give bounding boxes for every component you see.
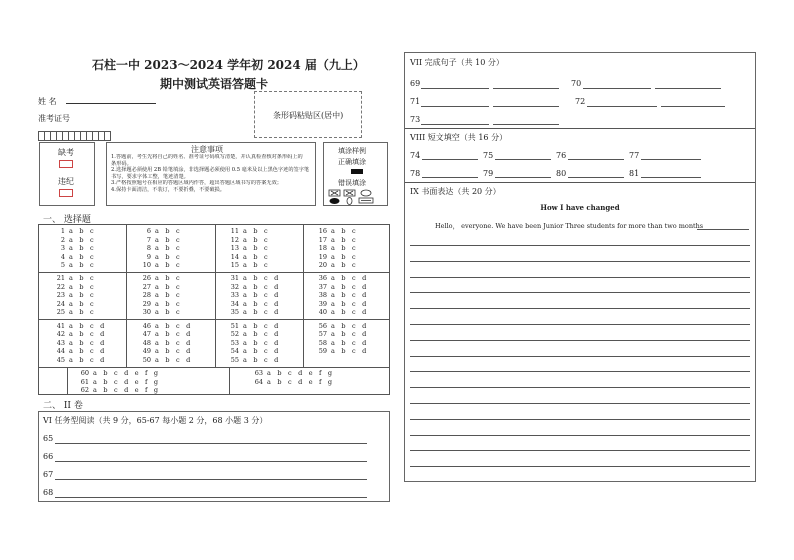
choice-row[interactable] — [223, 339, 280, 347]
question-number: 5 — [60, 261, 65, 270]
choice-row[interactable] — [73, 369, 160, 377]
choice-row[interactable] — [49, 291, 96, 299]
essay-line-first[interactable] — [697, 229, 749, 230]
question-number: 26 — [142, 274, 151, 282]
notes-title: 注意事项 — [191, 145, 223, 154]
item-number: 76 — [556, 151, 567, 160]
right-panel — [404, 52, 756, 482]
absence-box — [39, 142, 95, 206]
absent-label: 缺考 — [58, 148, 74, 157]
option-letters[interactable]: a b c d — [69, 355, 107, 364]
correct-fill-mark — [351, 169, 363, 174]
question-number: 56 — [318, 321, 327, 330]
choice-row[interactable] — [311, 322, 368, 330]
question-number: 60 — [80, 369, 89, 377]
section2-label: 二、 II 卷 — [43, 401, 83, 411]
item-number: 68 — [43, 488, 54, 497]
choice-row[interactable] — [311, 300, 368, 308]
vi-box — [38, 411, 390, 502]
answer-line-81[interactable] — [641, 177, 701, 178]
answer-line-80[interactable] — [568, 177, 624, 178]
item-number: 77 — [629, 151, 640, 160]
question-number: 31 — [230, 274, 239, 282]
essay-line[interactable] — [410, 245, 750, 246]
question-number: 18 — [318, 244, 327, 253]
question-number: 62 — [80, 386, 89, 395]
exam-id-grid[interactable] — [38, 126, 128, 138]
choice-row[interactable] — [223, 330, 280, 338]
question-number: 14 — [230, 252, 239, 261]
option-letters[interactable]: a b c — [331, 261, 358, 270]
option-letters[interactable]: a b c — [69, 252, 96, 261]
choice-row[interactable] — [311, 244, 358, 252]
option-letters[interactable]: a b c d — [243, 291, 281, 300]
item-number: 65 — [43, 434, 54, 443]
option-letters[interactable]: a b c d — [331, 299, 369, 308]
question-number: 15 — [230, 261, 239, 270]
option-letters[interactable]: a b c d — [243, 330, 281, 339]
option-letters[interactable]: a b c d — [243, 308, 281, 317]
notes-line: 2.选择题必须使用 2B 铅笔填涂，非选择题必须使用 0.5 毫米及以上黑色字迹的签字笔书写，要求字体工整，笔迹清楚。 — [111, 167, 310, 180]
essay-line[interactable] — [410, 419, 750, 420]
option-letters[interactable]: a b c d — [69, 347, 107, 356]
wrong-fill-icons — [328, 189, 386, 205]
option-letters[interactable]: a b c d — [331, 308, 369, 317]
answer-line-70a[interactable] — [583, 88, 651, 89]
question-number: 13 — [230, 244, 239, 253]
exam-title: 石柱一中 2023～2024 学年初 2024 届（九上） — [92, 58, 365, 72]
choice-row[interactable] — [311, 261, 358, 269]
question-number: 7 — [146, 235, 151, 244]
wrong-fill-label: 错误填涂 — [338, 179, 366, 187]
essay-line[interactable] — [410, 356, 750, 357]
question-number: 47 — [142, 330, 151, 339]
question-number: 35 — [230, 308, 239, 317]
option-letters[interactable]: a b c d — [243, 347, 281, 356]
option-letters[interactable]: a b c d — [69, 321, 107, 330]
choice-row[interactable] — [247, 378, 334, 386]
option-letters[interactable]: a b c d — [155, 321, 193, 330]
question-number: 3 — [60, 244, 65, 253]
ix-title: IX 书面表达（共 20 分） — [410, 187, 501, 196]
question-number: 19 — [318, 252, 327, 261]
option-letters[interactable]: a b c d e f g — [93, 369, 161, 377]
option-letters[interactable]: a b c — [331, 252, 358, 261]
question-number: 55 — [230, 355, 239, 364]
choice-row[interactable] — [135, 291, 182, 299]
option-letters[interactable]: a b c — [243, 227, 270, 235]
choice-row[interactable] — [135, 227, 182, 235]
name-field[interactable] — [66, 103, 156, 104]
choice-row[interactable] — [223, 308, 280, 316]
option-letters[interactable]: a b c d e f g — [93, 377, 161, 386]
essay-line[interactable] — [410, 277, 750, 278]
question-number: 10 — [142, 261, 151, 270]
option-letters[interactable]: a b c d — [243, 338, 281, 347]
answer-line-71a[interactable] — [421, 106, 489, 107]
item-number: 74 — [410, 151, 421, 160]
essay-line[interactable] — [410, 308, 750, 309]
question-number: 61 — [80, 377, 89, 386]
choice-row[interactable] — [49, 261, 96, 269]
answer-line-79[interactable] — [495, 177, 551, 178]
question-number: 39 — [318, 299, 327, 308]
option-letters[interactable]: a b c d e f g — [93, 386, 161, 395]
violation-checkbox[interactable] — [59, 189, 73, 197]
choice-row[interactable] — [223, 274, 280, 282]
choice-grid — [38, 224, 390, 395]
option-letters[interactable]: a b c — [69, 274, 96, 282]
choice-row[interactable] — [49, 347, 106, 355]
choice-row[interactable] — [223, 356, 280, 364]
question-number: 33 — [230, 291, 239, 300]
option-letters[interactable]: a b c d — [331, 338, 369, 347]
fill-sample-title: 填涂样例 — [338, 147, 366, 155]
item-number: 69 — [410, 79, 421, 88]
option-letters[interactable]: a b c — [69, 261, 96, 270]
question-number: 23 — [56, 291, 65, 300]
question-number: 51 — [230, 321, 239, 330]
choice-row[interactable] — [223, 347, 280, 355]
choice-row[interactable] — [223, 261, 270, 269]
choice-row[interactable] — [135, 339, 192, 347]
essay-start: Hello， everyone. We have been Junior Three students for more than two months — [435, 222, 704, 230]
essay-line[interactable] — [410, 261, 750, 262]
option-letters[interactable]: a b c — [331, 244, 358, 253]
essay-line[interactable] — [410, 324, 750, 325]
essay-line[interactable] — [410, 292, 750, 293]
question-number: 17 — [318, 235, 327, 244]
notes-line: 条形码。 — [111, 160, 132, 167]
option-letters[interactable]: a b c — [155, 274, 182, 282]
option-letters[interactable]: a b c — [155, 282, 182, 291]
question-number: 25 — [56, 308, 65, 317]
choice-row[interactable] — [73, 386, 160, 394]
choice-row[interactable] — [135, 300, 182, 308]
option-letters[interactable]: a b c d — [331, 347, 369, 356]
question-number: 28 — [142, 291, 151, 300]
option-letters[interactable]: a b c d — [69, 338, 107, 347]
option-letters[interactable]: a b c d — [155, 355, 193, 364]
choice-row[interactable] — [73, 378, 160, 386]
option-letters[interactable]: a b c — [155, 261, 182, 270]
question-number: 59 — [318, 347, 327, 356]
question-number: 50 — [142, 355, 151, 364]
question-number: 8 — [146, 244, 151, 253]
essay-title: How I have changed — [540, 203, 620, 212]
choice-row[interactable] — [311, 347, 368, 355]
answer-line-67[interactable] — [55, 479, 367, 480]
question-number: 45 — [56, 355, 65, 364]
choice-row[interactable] — [135, 236, 182, 244]
question-number: 42 — [56, 330, 65, 339]
option-letters[interactable]: a b c d e f g — [267, 369, 335, 377]
question-number: 57 — [318, 330, 327, 339]
option-letters[interactable]: a b c — [243, 252, 270, 261]
option-letters[interactable]: a b c — [243, 244, 270, 253]
answer-line-76[interactable] — [568, 159, 624, 160]
option-letters[interactable]: a b c d — [243, 321, 281, 330]
choice-row[interactable] — [135, 308, 182, 316]
choice-row[interactable] — [49, 339, 106, 347]
question-number: 49 — [142, 347, 151, 356]
question-number: 9 — [146, 252, 151, 261]
option-letters[interactable]: a b c — [331, 227, 358, 235]
choice-row[interactable] — [49, 236, 96, 244]
viii-title: VIII 短文填空（共 16 分） — [410, 133, 508, 142]
notes-line: 3.严格按照题号在相应的答题区域内作答，超出答题区域书写的答案无效； — [111, 180, 282, 187]
item-number: 71 — [410, 97, 421, 106]
choice-row[interactable] — [135, 347, 192, 355]
question-number: 29 — [142, 299, 151, 308]
question-number: 44 — [56, 347, 65, 356]
essay-line[interactable] — [410, 466, 750, 467]
question-number: 30 — [142, 308, 151, 317]
question-number: 64 — [254, 377, 263, 386]
option-letters[interactable]: a b c — [69, 235, 96, 244]
option-letters[interactable]: a b c — [69, 308, 96, 317]
option-letters[interactable]: a b c — [155, 235, 182, 244]
answer-line-70b[interactable] — [655, 88, 721, 89]
option-letters[interactable]: a b c — [155, 252, 182, 261]
choice-row[interactable] — [311, 236, 358, 244]
question-number: 52 — [230, 330, 239, 339]
vii-title: VII 完成句子（共 10 分） — [410, 58, 504, 67]
choice-row[interactable] — [135, 283, 182, 291]
choice-row[interactable] — [135, 330, 192, 338]
choice-row[interactable] — [49, 244, 96, 252]
option-letters[interactable]: a b c d — [331, 330, 369, 339]
answer-line-68[interactable] — [55, 497, 367, 498]
option-letters[interactable]: a b c — [331, 235, 358, 244]
item-number: 67 — [43, 470, 54, 479]
question-number: 54 — [230, 347, 239, 356]
barcode-area — [254, 91, 362, 138]
answer-line-73b[interactable] — [493, 124, 559, 125]
option-letters[interactable]: a b c — [155, 227, 182, 235]
violation-label: 违纪 — [58, 177, 74, 186]
option-letters[interactable]: a b c — [69, 244, 96, 253]
essay-line[interactable] — [410, 340, 750, 341]
choice-row[interactable] — [311, 283, 368, 291]
option-letters[interactable]: a b c — [155, 291, 182, 300]
answer-line-72b[interactable] — [661, 106, 725, 107]
question-number: 11 — [230, 227, 239, 235]
question-number: 21 — [56, 274, 65, 282]
choice-row[interactable] — [49, 283, 96, 291]
answer-line-65[interactable] — [55, 443, 367, 444]
choice-row[interactable] — [223, 291, 280, 299]
option-letters[interactable]: a b c d — [331, 274, 369, 282]
section1-label: 一、 选择题 — [43, 215, 91, 225]
question-number: 20 — [318, 261, 327, 270]
choice-row[interactable] — [311, 253, 358, 261]
item-number: 73 — [410, 115, 421, 124]
choice-row[interactable] — [49, 274, 96, 282]
choice-row[interactable] — [311, 291, 368, 299]
answer-line-69b[interactable] — [493, 88, 559, 89]
option-letters[interactable]: a b c d — [69, 330, 107, 339]
question-number: 46 — [142, 321, 151, 330]
notes-box — [106, 142, 316, 206]
option-letters[interactable]: a b c d — [243, 282, 281, 291]
essay-line[interactable] — [410, 371, 750, 372]
choice-row[interactable] — [311, 308, 368, 316]
item-number: 75 — [483, 151, 494, 160]
question-number: 63 — [254, 369, 263, 377]
answer-line-66[interactable] — [55, 461, 367, 462]
option-letters[interactable]: a b c — [69, 282, 96, 291]
question-number: 48 — [142, 338, 151, 347]
choice-row[interactable] — [135, 261, 182, 269]
answer-line-71b[interactable] — [493, 106, 559, 107]
exam-id-label: 准考证号 — [38, 114, 70, 123]
choice-row[interactable] — [49, 322, 106, 330]
question-number: 32 — [230, 282, 239, 291]
item-number: 81 — [629, 169, 640, 178]
choice-row[interactable] — [311, 339, 368, 347]
choice-row[interactable] — [135, 322, 192, 330]
option-letters[interactable]: a b c d — [155, 338, 193, 347]
option-letters[interactable]: a b c d — [155, 330, 193, 339]
choice-row[interactable] — [135, 253, 182, 261]
question-number: 1 — [60, 227, 65, 235]
option-letters[interactable]: a b c — [69, 227, 96, 235]
choice-row[interactable] — [311, 227, 358, 235]
choice-row[interactable] — [49, 330, 106, 338]
answer-line-74[interactable] — [422, 159, 478, 160]
choice-row[interactable] — [223, 283, 280, 291]
option-letters[interactable]: a b c — [155, 244, 182, 253]
option-letters[interactable]: a b c — [155, 308, 182, 317]
item-number: 79 — [483, 169, 494, 178]
option-letters[interactable]: a b c — [69, 299, 96, 308]
choice-row[interactable] — [223, 253, 270, 261]
choice-row[interactable] — [223, 300, 280, 308]
notes-body — [111, 154, 313, 194]
question-number: 27 — [142, 282, 151, 291]
question-number: 58 — [318, 338, 327, 347]
choice-row[interactable] — [223, 244, 270, 252]
name-label: 姓 名 — [38, 97, 57, 106]
notes-line: 1.答题前，考生先将自己的姓名、准考证号码填写清楚，并认真检查核对条形码上的 — [111, 154, 303, 160]
option-letters[interactable]: a b c — [243, 261, 270, 270]
choice-row[interactable] — [49, 300, 96, 308]
question-number: 41 — [56, 321, 65, 330]
choice-row[interactable] — [49, 308, 96, 316]
answer-line-69a[interactable] — [421, 88, 489, 89]
option-letters[interactable]: a b c d — [331, 291, 369, 300]
question-number: 34 — [230, 299, 239, 308]
answer-line-78[interactable] — [422, 177, 478, 178]
answer-line-75[interactable] — [495, 159, 551, 160]
choice-row[interactable] — [135, 274, 182, 282]
choice-row[interactable] — [49, 356, 106, 364]
fill-sample-box — [323, 142, 388, 206]
question-number: 37 — [318, 282, 327, 291]
essay-line[interactable] — [410, 450, 750, 451]
answer-line-77[interactable] — [641, 159, 701, 160]
question-number: 43 — [56, 338, 65, 347]
essay-line[interactable] — [410, 435, 750, 436]
answer-sheet-title: 期中测试英语答题卡 — [160, 77, 269, 91]
choice-row[interactable] — [49, 227, 96, 235]
answer-line-72a[interactable] — [587, 106, 657, 107]
question-number: 6 — [146, 227, 151, 235]
correct-fill-label: 正确填涂 — [338, 158, 366, 166]
option-letters[interactable]: a b c d — [243, 299, 281, 308]
option-letters[interactable]: a b c d e f g — [267, 377, 335, 386]
option-letters[interactable]: a b c d — [243, 355, 281, 364]
choice-row[interactable] — [135, 244, 182, 252]
option-letters[interactable]: a b c d — [331, 282, 369, 291]
question-number: 12 — [230, 235, 239, 244]
choice-row[interactable] — [223, 322, 280, 330]
choice-row[interactable] — [49, 253, 96, 261]
question-number: 24 — [56, 299, 65, 308]
notes-line: 4.保持卡面清洁，不装订，不要折叠，不要破损。 — [111, 186, 225, 193]
answer-line-73a[interactable] — [421, 124, 489, 125]
question-number: 40 — [318, 308, 327, 317]
choice-row[interactable] — [247, 369, 334, 377]
choice-row[interactable] — [135, 356, 192, 364]
question-number: 36 — [318, 274, 327, 282]
question-number: 22 — [56, 282, 65, 291]
item-number: 70 — [571, 79, 582, 88]
item-number: 80 — [556, 169, 567, 178]
vi-title: VI 任务型阅读（共 9 分，65-67 每小题 2 分，68 小题 3 分） — [43, 416, 268, 425]
question-number: 53 — [230, 338, 239, 347]
option-letters[interactable]: a b c — [243, 235, 270, 244]
question-number: 2 — [60, 235, 65, 244]
choice-row[interactable] — [223, 227, 270, 235]
item-number: 66 — [43, 452, 54, 461]
essay-line[interactable] — [410, 403, 750, 404]
question-number: 38 — [318, 291, 327, 300]
absent-checkbox[interactable] — [59, 160, 73, 168]
choice-row[interactable] — [311, 330, 368, 338]
question-number: 4 — [60, 252, 65, 261]
choice-row[interactable] — [311, 274, 368, 282]
question-number: 16 — [318, 227, 327, 235]
barcode-label: 条形码粘贴区(居中) — [273, 111, 344, 120]
option-letters[interactable]: a b c d — [331, 321, 369, 330]
option-letters[interactable]: a b c d — [243, 274, 281, 282]
option-letters[interactable]: a b c — [69, 291, 96, 300]
essay-line[interactable] — [410, 387, 750, 388]
item-number: 72 — [575, 97, 586, 106]
item-number: 78 — [410, 169, 421, 178]
option-letters[interactable]: a b c — [155, 299, 182, 308]
choice-row[interactable] — [223, 236, 270, 244]
option-letters[interactable]: a b c d — [155, 347, 193, 356]
